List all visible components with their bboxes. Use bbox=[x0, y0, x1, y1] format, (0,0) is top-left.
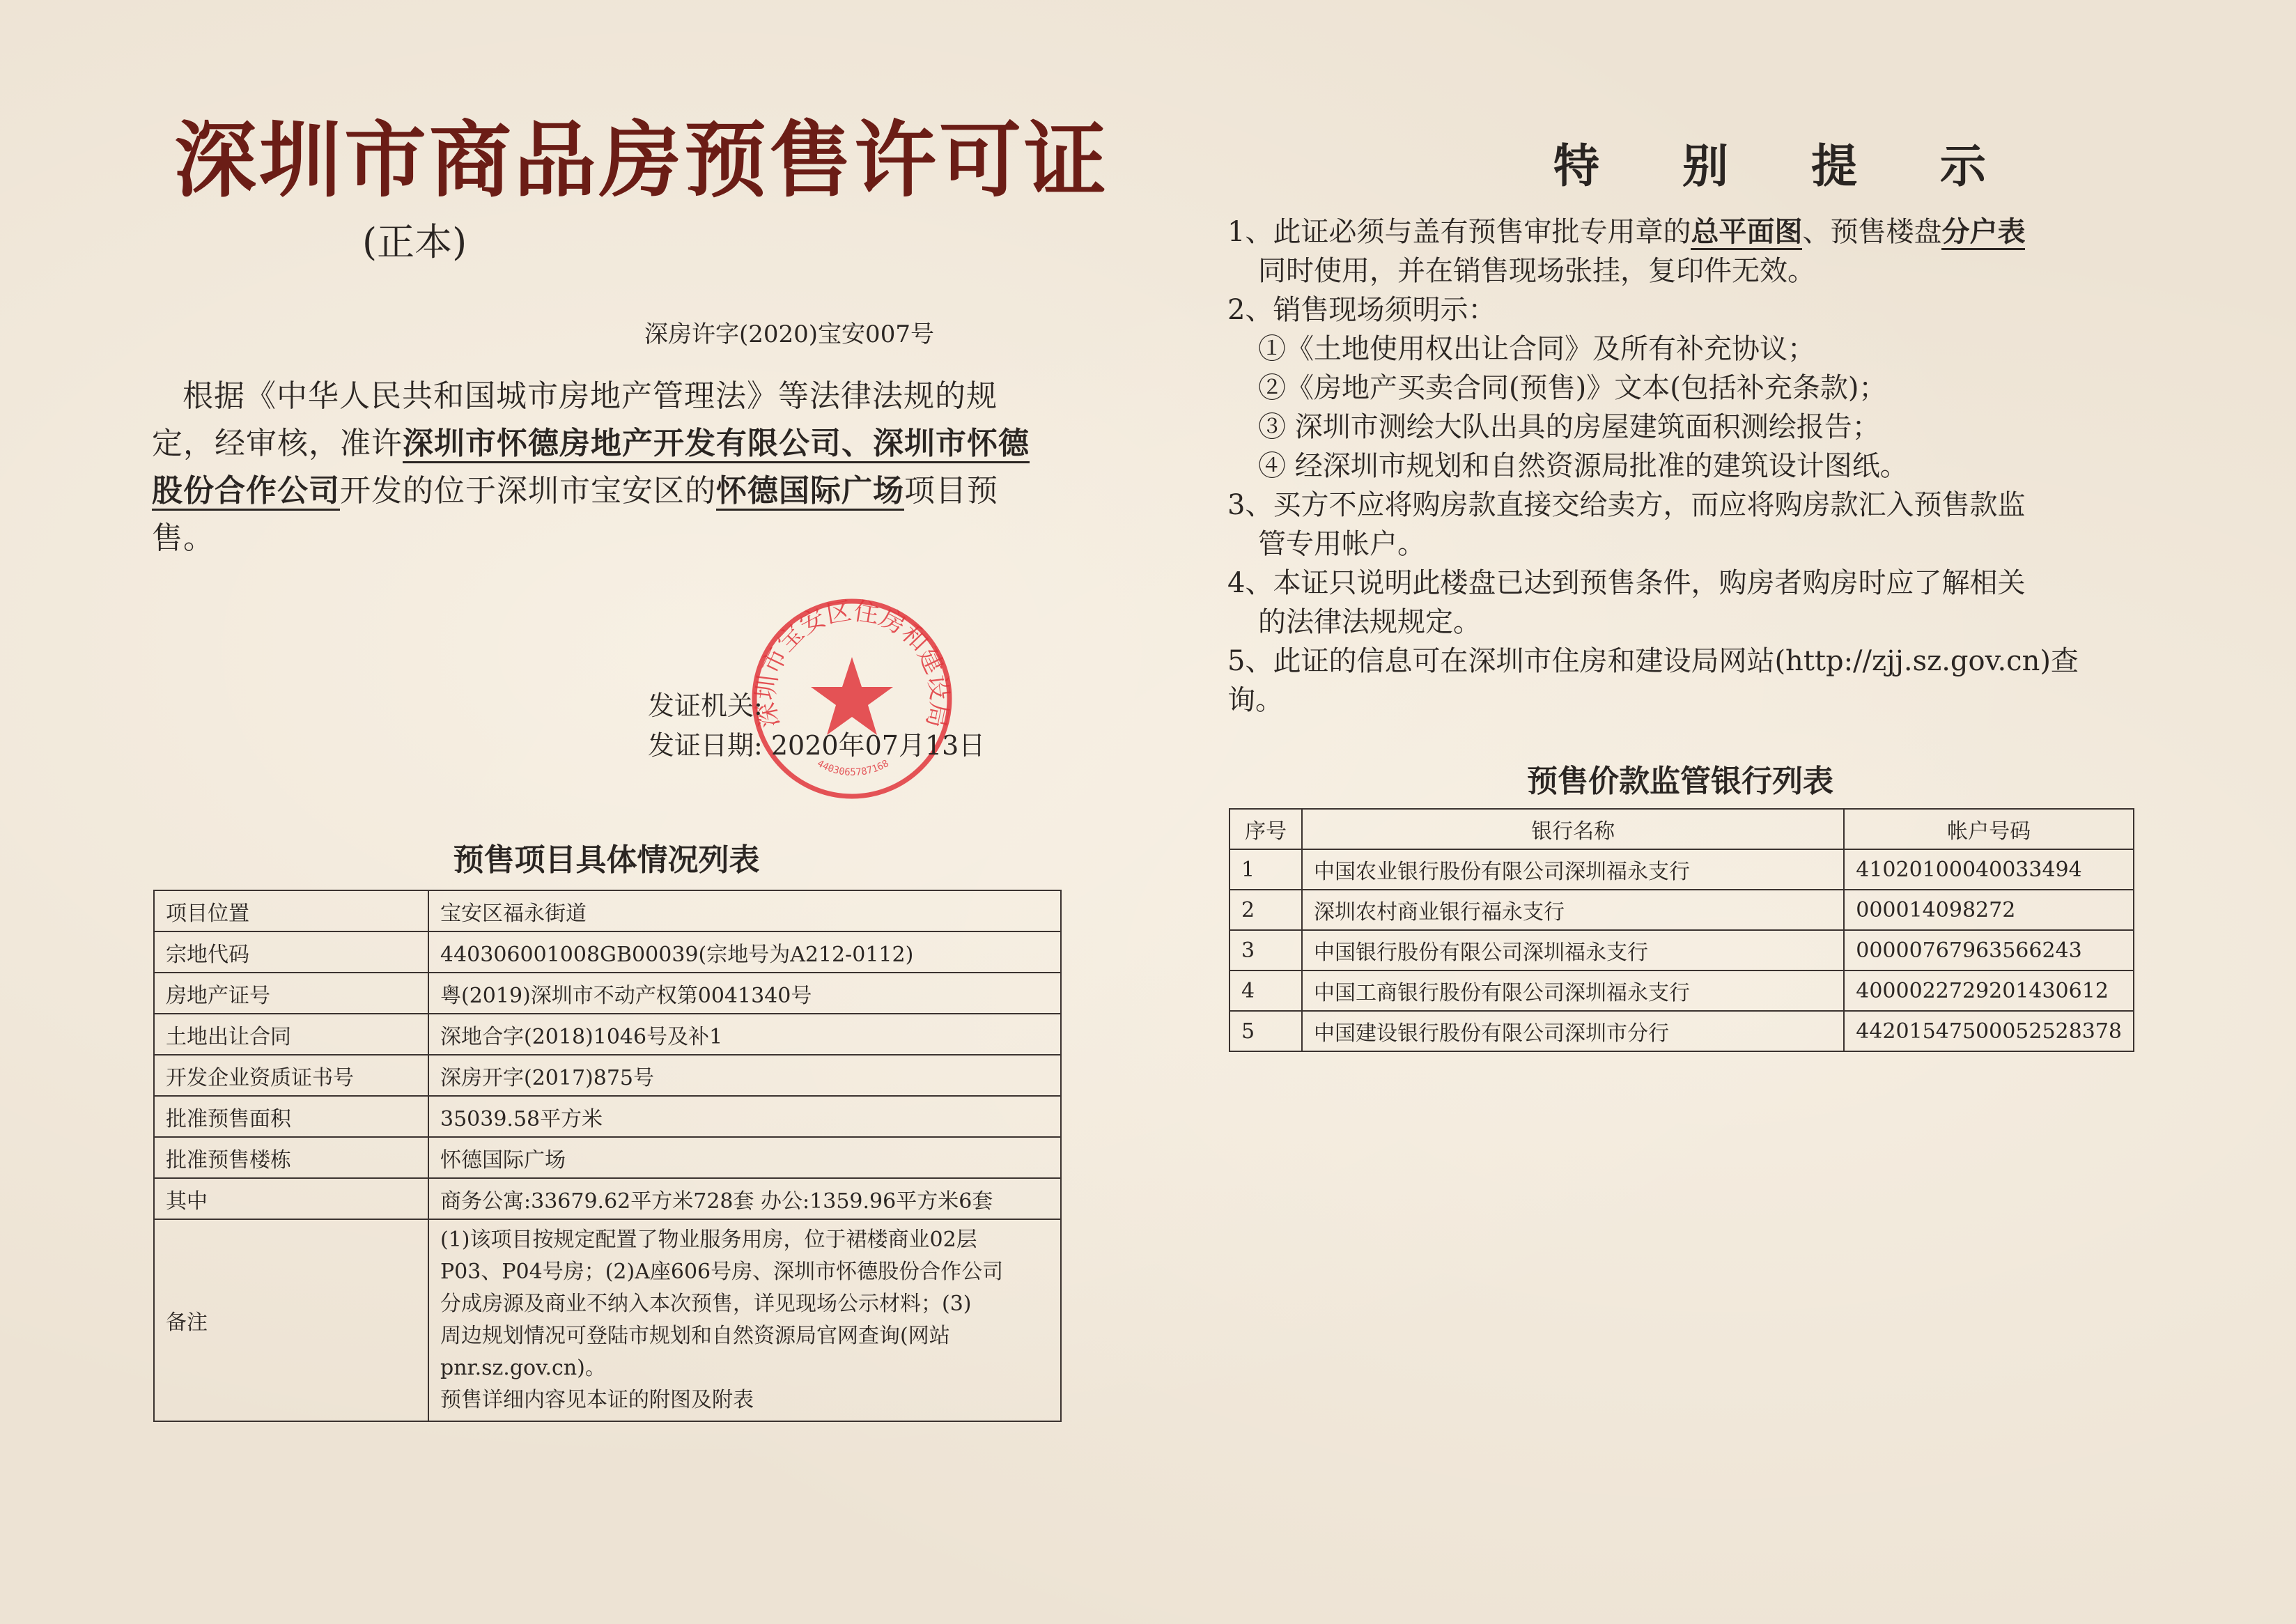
special-notice-title: 特 别 提 示 bbox=[1553, 139, 2019, 193]
bank-row-name: 中国银行股份有限公司深圳福永支行 bbox=[1302, 930, 1844, 970]
notice-item-2: 2、销售现场须明示： bbox=[1227, 294, 1496, 326]
project-row-key: 开发企业资质证书号 bbox=[154, 1055, 428, 1096]
certificate-title: 深圳市商品房预售许可证 bbox=[174, 111, 1110, 208]
notes-value bbox=[428, 1219, 1061, 1421]
project-row bbox=[154, 890, 1061, 931]
project-row-key: 批准预售楼栋 bbox=[154, 1137, 428, 1178]
notice-item-1-cont: 同时使用，并在销售现场张挂，复印件无效。 bbox=[1258, 255, 1815, 287]
project-row bbox=[154, 1096, 1061, 1137]
notice-item-3-cont: 管专用帐户。 bbox=[1258, 528, 1425, 560]
project-row-value: 440306001008GB00039(宗地号为A212-0112) bbox=[428, 931, 1061, 973]
project-row-key: 批准预售面积 bbox=[154, 1096, 428, 1137]
notes-key: 备注 bbox=[154, 1219, 428, 1421]
project-row-value: 怀德国际广场 bbox=[428, 1137, 1061, 1178]
project-row bbox=[154, 1178, 1061, 1219]
note-line: P03、P04号房；(2)A座606号房、深圳市怀德股份合作公司 bbox=[440, 1260, 1004, 1284]
bank-row-account: 44201547500052528378 bbox=[1844, 1011, 2134, 1051]
project-row bbox=[154, 1137, 1061, 1178]
bank-row bbox=[1230, 890, 2134, 930]
notice-text: 1、此证必须与盖有预售审批专用章的 bbox=[1227, 216, 1691, 248]
bank-table-header bbox=[1230, 809, 2134, 849]
project-row-value: 深地合字(2018)1046号及补1 bbox=[428, 1014, 1061, 1055]
header-no: 序号 bbox=[1230, 809, 1302, 849]
original-copy-label: (正本) bbox=[362, 220, 467, 264]
bank-row-account: 41020100040033494 bbox=[1844, 849, 2134, 890]
notice-item-5-cont: 询。 bbox=[1227, 684, 1283, 716]
project-row-key: 项目位置 bbox=[154, 890, 428, 931]
bank-row-no: 3 bbox=[1230, 930, 1302, 970]
bank-row bbox=[1230, 1011, 2134, 1051]
project-details-table bbox=[153, 890, 1062, 1422]
bank-row-name: 中国工商银行股份有限公司深圳福永支行 bbox=[1302, 970, 1844, 1011]
bank-row-name: 中国建设银行股份有限公司深圳市分行 bbox=[1302, 1011, 1844, 1051]
header-account: 帐户号码 bbox=[1844, 809, 2134, 849]
project-row-key: 宗地代码 bbox=[154, 931, 428, 973]
bank-row-account: 000014098272 bbox=[1844, 890, 2134, 930]
issuing-authority-label: 发证机关: bbox=[648, 690, 763, 721]
project-row-key: 房地产证号 bbox=[154, 973, 428, 1014]
notice-item-4-cont: 的法律法规规定。 bbox=[1258, 606, 1481, 638]
bank-row-account: 4000022729201430612 bbox=[1844, 970, 2134, 1011]
notice-text: 、预售楼盘 bbox=[1802, 216, 1942, 248]
note-line: 周边规划情况可登陆市规划和自然资源局官网查询(网站 bbox=[440, 1324, 950, 1348]
notice-sub-item: ④ 经深圳市规划和自然资源局批准的建筑设计图纸。 bbox=[1258, 450, 1908, 482]
bank-row bbox=[1230, 849, 2134, 890]
bank-row-no: 2 bbox=[1230, 890, 1302, 930]
notice-item-4: 4、本证只说明此楼盘已达到预售条件，购房者购房时应了解相关 bbox=[1227, 567, 2026, 599]
seal-star-icon bbox=[811, 657, 893, 735]
bank-row-name: 中国农业银行股份有限公司深圳福永支行 bbox=[1302, 849, 1844, 890]
bank-row-name: 深圳农村商业银行福永支行 bbox=[1302, 890, 1844, 930]
notice-sub-item: ③ 深圳市测绘大队出具的房屋建筑面积测绘报告； bbox=[1258, 411, 1880, 443]
issue-date: 发证日期: 2020年07月13日 bbox=[648, 730, 986, 761]
project-row-value: 粤(2019)深圳市不动产权第0041340号 bbox=[428, 973, 1061, 1014]
project-row-key: 土地出让合同 bbox=[154, 1014, 428, 1055]
bank-row-no: 4 bbox=[1230, 970, 1302, 1011]
project-row-value: 深房开字(2017)875号 bbox=[428, 1055, 1061, 1096]
project-row-value: 宝安区福永街道 bbox=[428, 890, 1061, 931]
bank-list-table bbox=[1229, 808, 2134, 1052]
notice-sub-item: ①《土地使用权出让合同》及所有补充协议； bbox=[1258, 333, 1815, 365]
project-row bbox=[154, 1055, 1061, 1096]
project-row bbox=[154, 931, 1061, 973]
note-line: (1)该项目按规定配置了物业服务用房，位于裙楼商业02层 bbox=[440, 1228, 977, 1252]
official-seal bbox=[744, 591, 960, 807]
intro-paragraph bbox=[152, 373, 1050, 562]
project-row-key: 其中 bbox=[154, 1178, 428, 1219]
note-line: 预售详细内容见本证的附图及附表 bbox=[440, 1388, 754, 1412]
header-bank-name: 银行名称 bbox=[1302, 809, 1844, 849]
bank-row-no: 5 bbox=[1230, 1011, 1302, 1051]
bank-row-account: 00000767963566243 bbox=[1844, 930, 2134, 970]
note-line: pnr.sz.gov.cn)。 bbox=[440, 1356, 606, 1380]
permit-number: 深房许字(2020)宝安007号 bbox=[644, 320, 934, 348]
notice-highlight: 分户表 bbox=[1941, 215, 2025, 250]
special-notice-list bbox=[1227, 212, 2119, 720]
notice-item-3: 3、买方不应将购房款直接交给卖方，而应将购房款汇入预售款监 bbox=[1227, 489, 2026, 521]
project-table-title: 预售项目具体情况列表 bbox=[453, 842, 760, 878]
developer-name: 深圳市怀德房地产开发有限公司、深圳市怀德股份合作公司 bbox=[152, 426, 1030, 511]
note-line: 分成房源及商业不纳入本次预售，详见现场公示材料；(3) bbox=[440, 1292, 972, 1316]
seal-text: 深圳市宝安区住房和建设局 bbox=[751, 596, 954, 731]
project-row bbox=[154, 973, 1061, 1014]
project-row-value: 商务公寓:33679.62平方米728套 办公:1359.96平方米6套 bbox=[428, 1178, 1061, 1219]
project-name: 怀德国际广场 bbox=[716, 473, 904, 511]
project-row-value: 35039.58平方米 bbox=[428, 1096, 1061, 1137]
seal-code: 4403065787168 bbox=[815, 757, 891, 779]
notes-row bbox=[154, 1219, 1061, 1421]
bank-row bbox=[1230, 930, 2134, 970]
project-row bbox=[154, 1014, 1061, 1055]
bank-table-title: 预售价款监管银行列表 bbox=[1527, 764, 1833, 799]
notice-item-5: 5、此证的信息可在深圳市住房和建设局网站(http://zjj.sz.gov.cn)查 bbox=[1227, 645, 2079, 677]
intro-text-3: 项目预售。 bbox=[152, 473, 998, 556]
notice-sub-item: ②《房地产买卖合同(预售)》文本(包括补充条款)； bbox=[1258, 372, 1887, 404]
bank-row bbox=[1230, 970, 2134, 1011]
notice-highlight: 总平面图 bbox=[1691, 215, 1802, 250]
bank-row-no: 1 bbox=[1230, 849, 1302, 890]
intro-text-1: 根据《中华人民共和国城市房地产管理法》等法律法规的规定，经审核，准许 bbox=[152, 378, 998, 461]
notice-item-1 bbox=[1227, 212, 2119, 252]
intro-text-2: 开发的位于深圳市宝安区的 bbox=[340, 473, 716, 509]
